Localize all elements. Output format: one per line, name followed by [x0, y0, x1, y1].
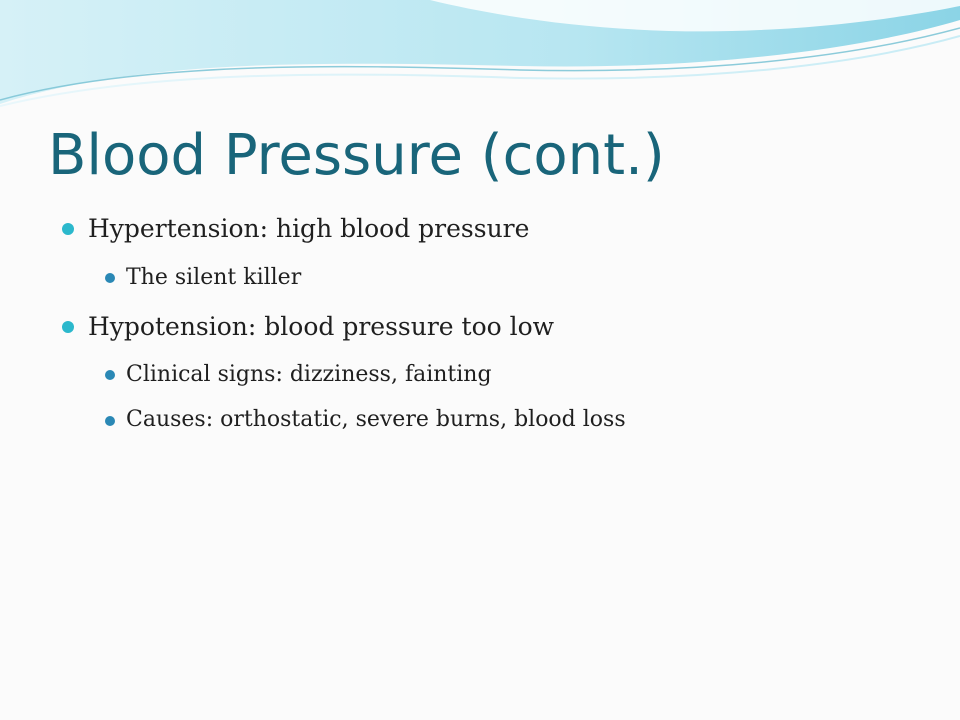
bullet-item-hypertension: Hypertension: high blood pressure [88, 214, 530, 243]
bullet-item-hypotension: Hypotension: blood pressure too low [88, 312, 555, 341]
bullet-dot [62, 321, 74, 333]
sub-bullet-dot [105, 416, 115, 426]
sub-bullet-item-causes: Causes: orthostatic, severe burns, blood loss [126, 407, 626, 432]
sub-bullet-item-silent-killer: The silent killer [126, 265, 302, 290]
sub-bullet-dot [105, 273, 115, 283]
slide-title: Blood Pressure (cont.) [48, 123, 665, 188]
sub-bullet-dot [105, 370, 115, 380]
bullet-dot [62, 223, 74, 235]
sub-bullet-item-clinical-signs: Clinical signs: dizziness, fainting [126, 362, 492, 387]
